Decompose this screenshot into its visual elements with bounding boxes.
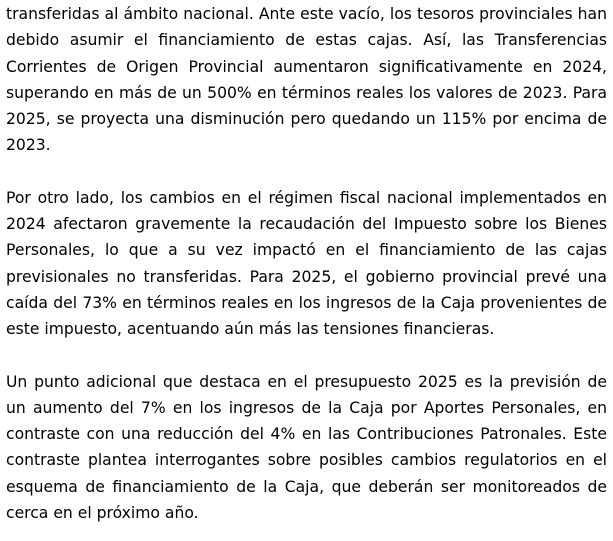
- paragraph-personal-assets-tax: Por otro lado, los cambios en el régimen fiscal nacional implementados en 2024 afectaron gravemente la recaudación del Impuesto sobre los Bienes Personales, lo que a su vez impactó en el financiamiento de las cajas previsionales no transferidas. Para 2025, el gobierno provincial prevé una caída del 73% en términos reales en los ingresos de la Caja provenientes de este impuesto, acentuando aún más las tensiones financieras.: [6, 188, 607, 339]
- paragraph-contributions: Un punto adicional que destaca en el presupuesto 2025 es la previsión de un aumento del 7% en los ingresos de la Caja por Aportes Personales, en contraste con una reducción del 4% en las Contribuciones Patronales. Este contraste plantea interrogantes sobre posibles cambios regulatorios en el esquema de financiamiento de la Caja, que deberán ser monitoreados de cerca en el próximo año.: [6, 372, 607, 523]
- paragraph-provincial-transfers: transferidas al ámbito nacional. Ante este vacío, los tesoros provinciales han debido asumir el financiamiento de estas cajas. Así, las Transferencias Corrientes de Origen Provincial aumentaron significativamente en 2024, superando en más de un 500% en términos reales los valores de 2023. Para 2025, se proyecta una disminución pero quedando un 115% por encima de 2023.: [6, 5, 607, 155]
- document-body: [6, 1, 607, 526]
